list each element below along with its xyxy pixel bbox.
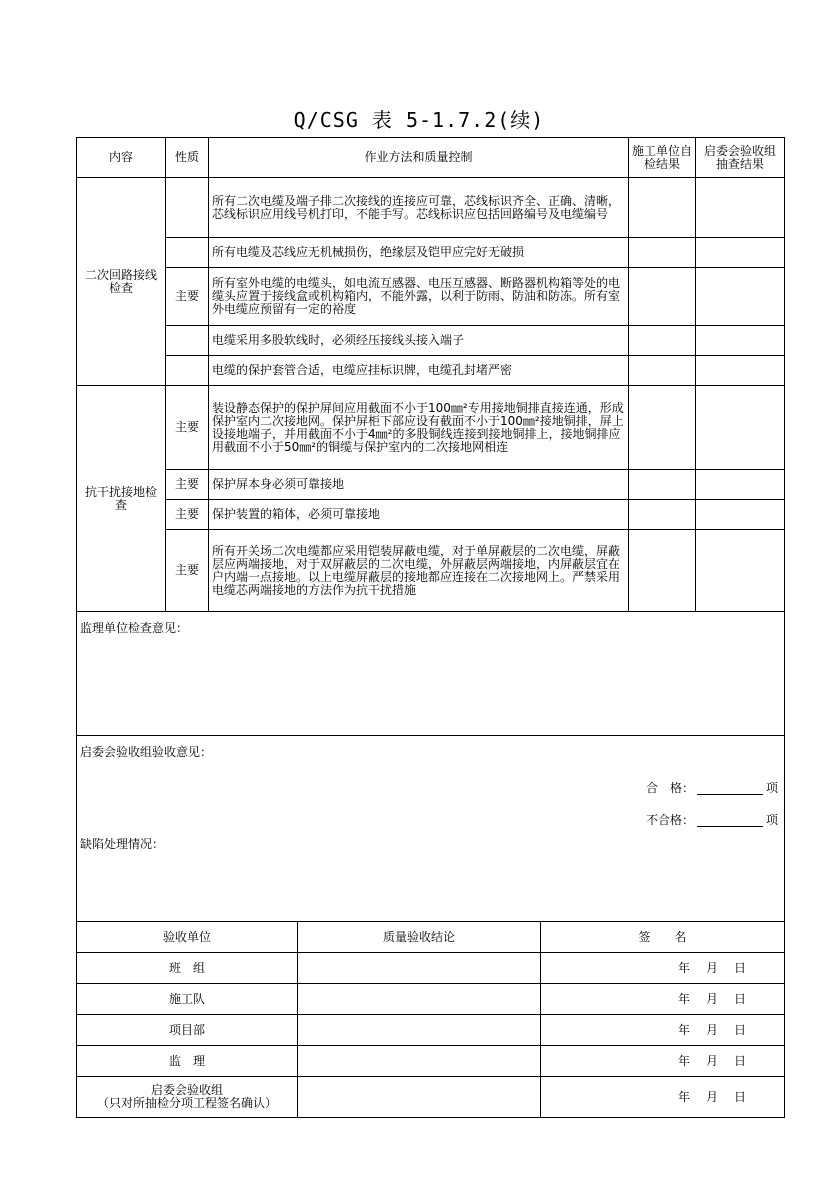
qualified-label: 合 格： bbox=[645, 781, 694, 795]
table-row bbox=[77, 500, 785, 530]
nature-cell: 主要 bbox=[166, 530, 209, 612]
month-label: 月 bbox=[705, 1053, 718, 1068]
month-label: 月 bbox=[705, 1089, 718, 1104]
table-row bbox=[77, 1077, 785, 1118]
day-label: 日 bbox=[733, 960, 746, 975]
sign-unit: 项目部 bbox=[77, 1015, 298, 1046]
conclusion-cell[interactable] bbox=[298, 1015, 541, 1046]
self-check-cell[interactable] bbox=[629, 356, 696, 386]
conclusion-cell[interactable] bbox=[298, 953, 541, 984]
day-label: 日 bbox=[733, 1053, 746, 1068]
signature-date-cell[interactable] bbox=[541, 984, 785, 1015]
unqualified-blank[interactable] bbox=[697, 814, 763, 827]
committee-check-cell[interactable] bbox=[696, 470, 785, 500]
table-row bbox=[77, 356, 785, 386]
defect-handling-label: 缺陷处理情况： bbox=[80, 837, 165, 851]
supervision-row bbox=[77, 612, 785, 736]
method-cell: 所有室外电缆的电缆头，如电流互感器、电压互感器、断路器机构箱等处的电缆头应置于接线盒或机构箱内，不能外露，以利于防雨、防油和防冻。所有室外电缆应预留有一定的裕度 bbox=[209, 268, 629, 326]
month-label: 月 bbox=[705, 1022, 718, 1037]
month-label: 月 bbox=[705, 991, 718, 1006]
day-label: 日 bbox=[733, 991, 746, 1006]
conclusion-cell[interactable] bbox=[298, 1077, 541, 1118]
sign-unit: 监 理 bbox=[77, 1046, 298, 1077]
table-row bbox=[77, 530, 785, 612]
table-row bbox=[77, 1046, 785, 1077]
self-check-cell[interactable] bbox=[629, 500, 696, 530]
table-row bbox=[77, 238, 785, 268]
method-cell: 所有二次电缆及端子排二次接线的连接应可靠，芯线标识齐全、正确、清晰，芯线标识应用线号机打印，不能手写。芯线标识应包括回路编号及电缆编号 bbox=[209, 178, 629, 238]
sign-header-conclusion: 质量验收结论 bbox=[298, 922, 541, 953]
method-cell: 电缆采用多股软线时，必须经压接线头接入端子 bbox=[209, 326, 629, 356]
inspection-table bbox=[76, 137, 785, 922]
nature-cell bbox=[166, 326, 209, 356]
table-row bbox=[77, 1015, 785, 1046]
committee-check-cell[interactable] bbox=[696, 268, 785, 326]
committee-check-cell[interactable] bbox=[696, 178, 785, 238]
month-label: 月 bbox=[705, 960, 718, 975]
committee-check-cell[interactable] bbox=[696, 326, 785, 356]
sign-unit-committee bbox=[77, 1077, 298, 1118]
committee-row bbox=[77, 736, 785, 922]
table-row bbox=[77, 386, 785, 470]
signature-date-cell[interactable] bbox=[541, 1046, 785, 1077]
method-cell: 保护屏本身必须可靠接地 bbox=[209, 470, 629, 500]
sign-off-table bbox=[76, 921, 785, 1118]
table-header-row bbox=[77, 138, 785, 178]
header-committee-check: 启委会验收组抽查结果 bbox=[696, 138, 785, 178]
sign-unit: 班 组 bbox=[77, 953, 298, 984]
sign-unit: 启委会验收组 bbox=[150, 1083, 223, 1097]
year-label: 年 bbox=[677, 1022, 690, 1037]
committee-check-cell[interactable] bbox=[696, 238, 785, 268]
self-check-cell[interactable] bbox=[629, 268, 696, 326]
nature-cell bbox=[166, 356, 209, 386]
committee-check-cell[interactable] bbox=[696, 500, 785, 530]
nature-cell: 主要 bbox=[166, 386, 209, 470]
year-label: 年 bbox=[677, 991, 690, 1006]
header-nature: 性质 bbox=[166, 138, 209, 178]
sign-header-row bbox=[77, 922, 785, 953]
year-label: 年 bbox=[677, 960, 690, 975]
sign-unit: 施工队 bbox=[77, 984, 298, 1015]
signature-date-cell[interactable] bbox=[541, 1015, 785, 1046]
method-cell: 电缆的保护套管合适，电缆应挂标识牌，电缆孔封堵严密 bbox=[209, 356, 629, 386]
sign-header-signature: 签 名 bbox=[541, 922, 785, 953]
committee-opinion-label: 启委会验收组验收意见： bbox=[80, 745, 213, 759]
nature-cell: 主要 bbox=[166, 470, 209, 500]
committee-check-cell[interactable] bbox=[696, 386, 785, 470]
table-row bbox=[77, 953, 785, 984]
day-label: 日 bbox=[733, 1022, 746, 1037]
signature-date-cell[interactable] bbox=[541, 953, 785, 984]
self-check-cell[interactable] bbox=[629, 386, 696, 470]
conclusion-cell[interactable] bbox=[298, 1046, 541, 1077]
unqualified-unit: 项 bbox=[765, 813, 778, 827]
sign-header-unit: 验收单位 bbox=[77, 922, 298, 953]
page-title: Q/CSG 表 5-1.7.2(续) bbox=[293, 108, 545, 132]
qualified-count bbox=[646, 782, 778, 795]
unqualified-label: 不合格： bbox=[645, 813, 694, 827]
method-cell: 所有电缆及芯线应无机械损伤，绝缘层及铠甲应完好无破损 bbox=[209, 238, 629, 268]
nature-cell bbox=[166, 238, 209, 268]
table-row bbox=[77, 268, 785, 326]
nature-cell: 主要 bbox=[166, 500, 209, 530]
section-label-grounding: 抗干扰接地检查 bbox=[77, 386, 166, 612]
qualified-blank[interactable] bbox=[697, 782, 763, 795]
unqualified-count bbox=[646, 814, 778, 827]
committee-check-cell[interactable] bbox=[696, 530, 785, 612]
day-label: 日 bbox=[733, 1089, 746, 1104]
self-check-cell[interactable] bbox=[629, 178, 696, 238]
self-check-cell[interactable] bbox=[629, 470, 696, 500]
table-row bbox=[77, 326, 785, 356]
section-label-wiring: 二次回路接线检查 bbox=[77, 178, 166, 386]
sign-unit-note: （只对所抽检分项工程签名确认） bbox=[96, 1096, 277, 1110]
self-check-cell[interactable] bbox=[629, 326, 696, 356]
method-cell: 保护装置的箱体，必须可靠接地 bbox=[209, 500, 629, 530]
table-row bbox=[77, 470, 785, 500]
qualified-unit: 项 bbox=[765, 781, 778, 795]
year-label: 年 bbox=[677, 1053, 690, 1068]
method-cell: 装设静态保护的保护屏间应用截面不小于100㎜²专用接地铜排直接连通，形成保护室内二次接地网。保护屏柜下部应设有截面不小于100㎜²接地铜排，屏上设接地端子，并用截面不小于4㎜²的多股铜线连接到接地铜排上，接地铜排应用截面不小于50㎜²的铜缆与保护室内的二次接地网相连 bbox=[209, 386, 629, 470]
self-check-cell[interactable] bbox=[629, 530, 696, 612]
conclusion-cell[interactable] bbox=[298, 984, 541, 1015]
method-cell: 所有开关场二次电缆都应采用铠装屏蔽电缆，对于单屏蔽层的二次电缆，屏蔽层应两端接地，对于双屏蔽层的二次电缆，外屏蔽层两端接地，内屏蔽层宜在户内端一点接地。以上电缆屏蔽层的接地都应连接在二次接地网上。严禁采用电缆芯两端接地的方法作为抗干扰措施 bbox=[209, 530, 629, 612]
table-row bbox=[77, 984, 785, 1015]
signature-date-cell[interactable] bbox=[541, 1077, 785, 1118]
header-method: 作业方法和质量控制 bbox=[209, 138, 629, 178]
supervision-opinion-label: 监理单位检查意见： bbox=[80, 621, 189, 635]
self-check-cell[interactable] bbox=[629, 238, 696, 268]
table-row bbox=[77, 178, 785, 238]
nature-cell: 主要 bbox=[166, 268, 209, 326]
committee-check-cell[interactable] bbox=[696, 356, 785, 386]
nature-cell bbox=[166, 178, 209, 238]
header-content: 内容 bbox=[77, 138, 166, 178]
header-self-check: 施工单位自检结果 bbox=[629, 138, 696, 178]
year-label: 年 bbox=[677, 1089, 690, 1104]
